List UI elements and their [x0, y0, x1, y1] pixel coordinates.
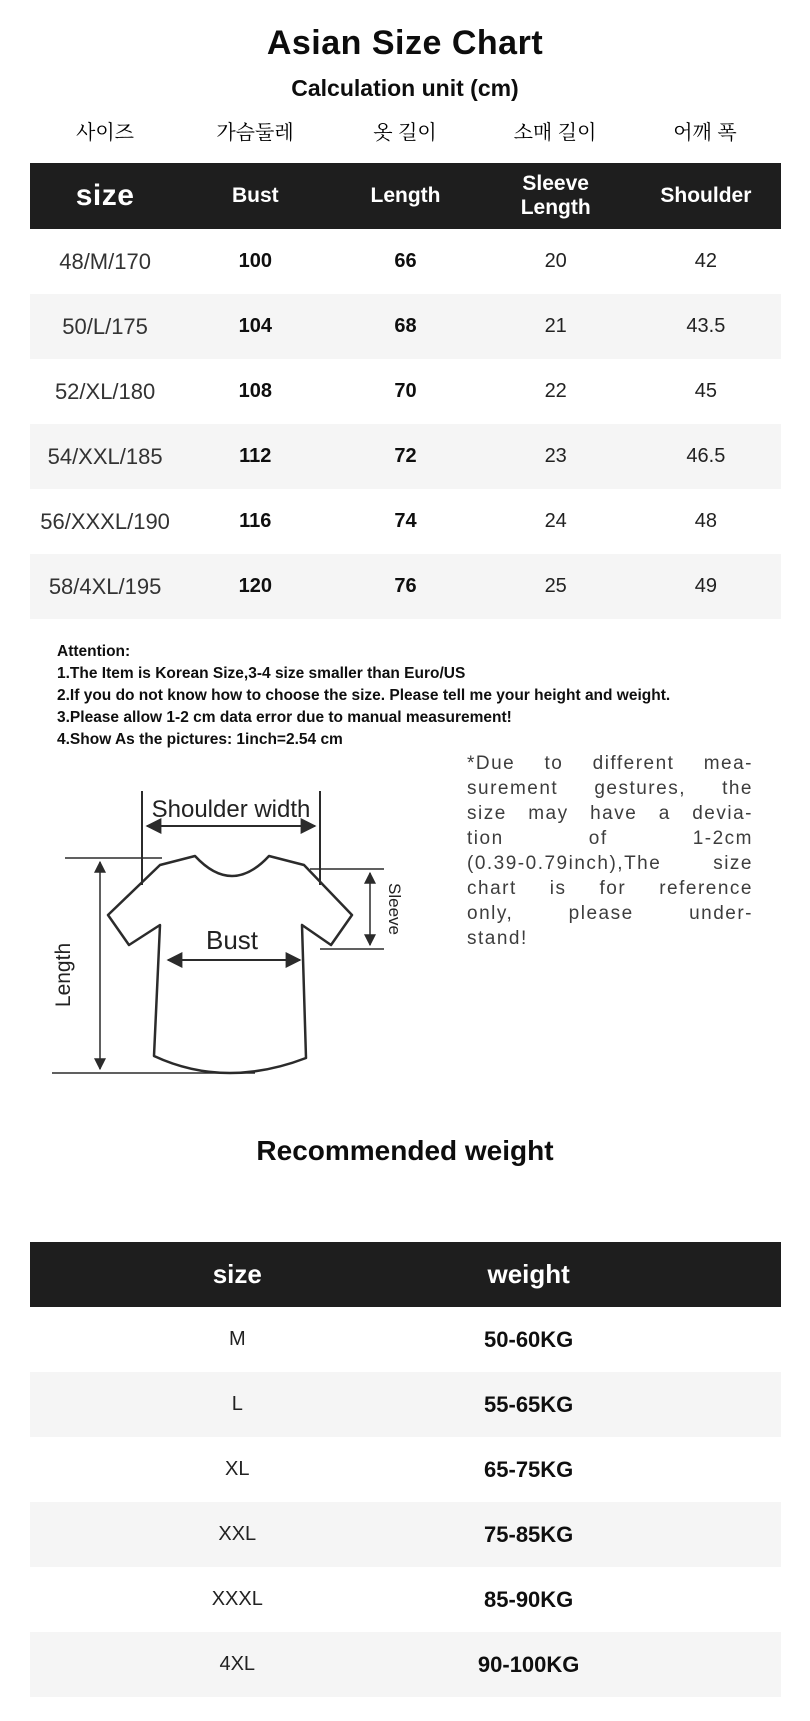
- weight-range: 55-65KG: [484, 1391, 574, 1417]
- shoulder-width-label: Shoulder width: [151, 796, 311, 823]
- table-row: [30, 294, 781, 359]
- bust-value: 120: [238, 575, 272, 597]
- shoulder-value: 42: [694, 250, 718, 272]
- length-label: Length: [52, 942, 75, 1008]
- bust-label: Bust: [205, 925, 259, 955]
- size-table-header-shoulder: Shoulder: [660, 184, 752, 208]
- bust-value: 116: [239, 510, 272, 532]
- size-code: 48/M/170: [59, 248, 151, 274]
- weight-table-header-size: size: [212, 1259, 262, 1289]
- weight-size: 4XL: [219, 1653, 256, 1675]
- table-row: [30, 489, 781, 554]
- table-row: [30, 1307, 781, 1372]
- tshirt-measurement-diagram: [40, 753, 440, 1091]
- measurement-diagram-section: [0, 751, 810, 1091]
- weight-table-body: [30, 1307, 781, 1697]
- weight-range: 85-90KG: [484, 1586, 574, 1612]
- weight-size: XXXL: [211, 1588, 263, 1610]
- attention-line: 3.Please allow 1-2 cm data error due to manual measurement!: [57, 709, 512, 726]
- size-table-body: [30, 229, 781, 619]
- shoulder-value: 46.5: [686, 445, 726, 467]
- table-row: [30, 359, 781, 424]
- weight-range: 65-75KG: [484, 1456, 574, 1482]
- weight-range: 90-100KG: [477, 1651, 580, 1677]
- note-line: only, please under-: [467, 903, 753, 924]
- weight-size: XL: [225, 1458, 250, 1480]
- length-value: 68: [394, 315, 417, 337]
- length-value: 72: [394, 445, 417, 467]
- size-table-header-length: Length: [370, 184, 441, 208]
- size-table-header-bust: Bust: [231, 184, 279, 208]
- table-row: [30, 1502, 781, 1567]
- note-line: chart is for reference: [467, 878, 753, 899]
- table-row: [30, 554, 781, 619]
- weight-size: L: [231, 1393, 243, 1415]
- table-row: [30, 1372, 781, 1437]
- sleeve-length-value: 24: [544, 510, 567, 532]
- note-line: (0.39-0.79inch),The size: [467, 853, 753, 874]
- korean-header-size: 사이즈: [76, 121, 134, 144]
- table-row: [30, 1437, 781, 1502]
- korean-header-bust: 가슴둘레: [216, 121, 294, 144]
- korean-header-row: [30, 114, 780, 146]
- bust-value: 112: [239, 445, 272, 467]
- sleeve-length-value: 20: [544, 250, 567, 272]
- sleeve-label: Sleeve: [385, 883, 404, 935]
- weight-table-header: [30, 1242, 781, 1307]
- attention-notes: [57, 641, 810, 751]
- note-line: stand!: [467, 928, 528, 949]
- table-row: [30, 1632, 781, 1697]
- length-value: 66: [394, 250, 417, 272]
- size-code: 52/XL/180: [54, 378, 156, 404]
- tshirt-outline: [108, 856, 352, 1073]
- korean-header-length: 옷 길이: [373, 121, 437, 144]
- length-value: 70: [394, 380, 417, 402]
- shoulder-value: 48: [694, 510, 718, 532]
- bust-value: 100: [238, 250, 272, 272]
- table-row: [30, 424, 781, 489]
- length-value: 76: [394, 575, 417, 597]
- korean-header-sleeve: 소매 길이: [513, 121, 597, 144]
- korean-header-shoulder: 어깨 폭: [673, 121, 737, 144]
- size-table: [30, 163, 781, 619]
- sleeve-length-value: 25: [544, 575, 567, 597]
- note-line: *Due to different mea-: [467, 753, 753, 774]
- shoulder-value: 49: [694, 575, 718, 597]
- page-title: Asian Size Chart: [266, 24, 544, 62]
- note-line: size may have a devia-: [467, 803, 753, 824]
- sleeve-length-value: 23: [544, 445, 567, 467]
- attention-line: 4.Show As the pictures: 1inch=2.54 cm: [57, 731, 343, 748]
- sleeve-length-value: 22: [544, 380, 567, 402]
- attention-line: 2.If you do not know how to choose the size. Please tell me your height and weight.: [57, 687, 671, 704]
- weight-size: M: [228, 1328, 246, 1350]
- note-line: surement gestures, the: [467, 778, 753, 799]
- shoulder-value: 45: [694, 380, 718, 402]
- weight-table: [30, 1242, 781, 1697]
- attention-heading: Attention:: [57, 643, 131, 660]
- size-code: 54/XXL/185: [47, 443, 163, 469]
- weight-size: XXL: [218, 1523, 257, 1545]
- size-code: 50/L/175: [62, 313, 148, 339]
- attention-line: 1.The Item is Korean Size,3-4 size smaller than Euro/US: [57, 665, 466, 682]
- length-value: 74: [394, 510, 417, 532]
- weight-range: 50-60KG: [484, 1326, 574, 1352]
- size-table-header: [30, 163, 781, 229]
- weight-range: 75-85KG: [484, 1521, 574, 1547]
- size-code: 58/4XL/195: [48, 573, 162, 599]
- bust-value: 104: [238, 315, 272, 337]
- size-table-header-sleeve-length: Sleeve Length: [520, 172, 591, 219]
- note-line: tion of 1-2cm: [467, 828, 753, 849]
- bust-value: 108: [238, 380, 272, 402]
- measurement-note: [467, 751, 753, 951]
- sleeve-length-value: 21: [544, 315, 567, 337]
- shoulder-value: 43.5: [686, 315, 726, 337]
- size-code: 56/XXXL/190: [40, 508, 170, 534]
- recommended-weight-title: Recommended weight: [256, 1135, 554, 1166]
- table-row: [30, 229, 781, 294]
- page-subtitle: Calculation unit (cm): [291, 75, 519, 101]
- table-row: [30, 1567, 781, 1632]
- weight-table-header-weight: weight: [487, 1259, 570, 1289]
- size-table-header-size: size: [75, 179, 135, 213]
